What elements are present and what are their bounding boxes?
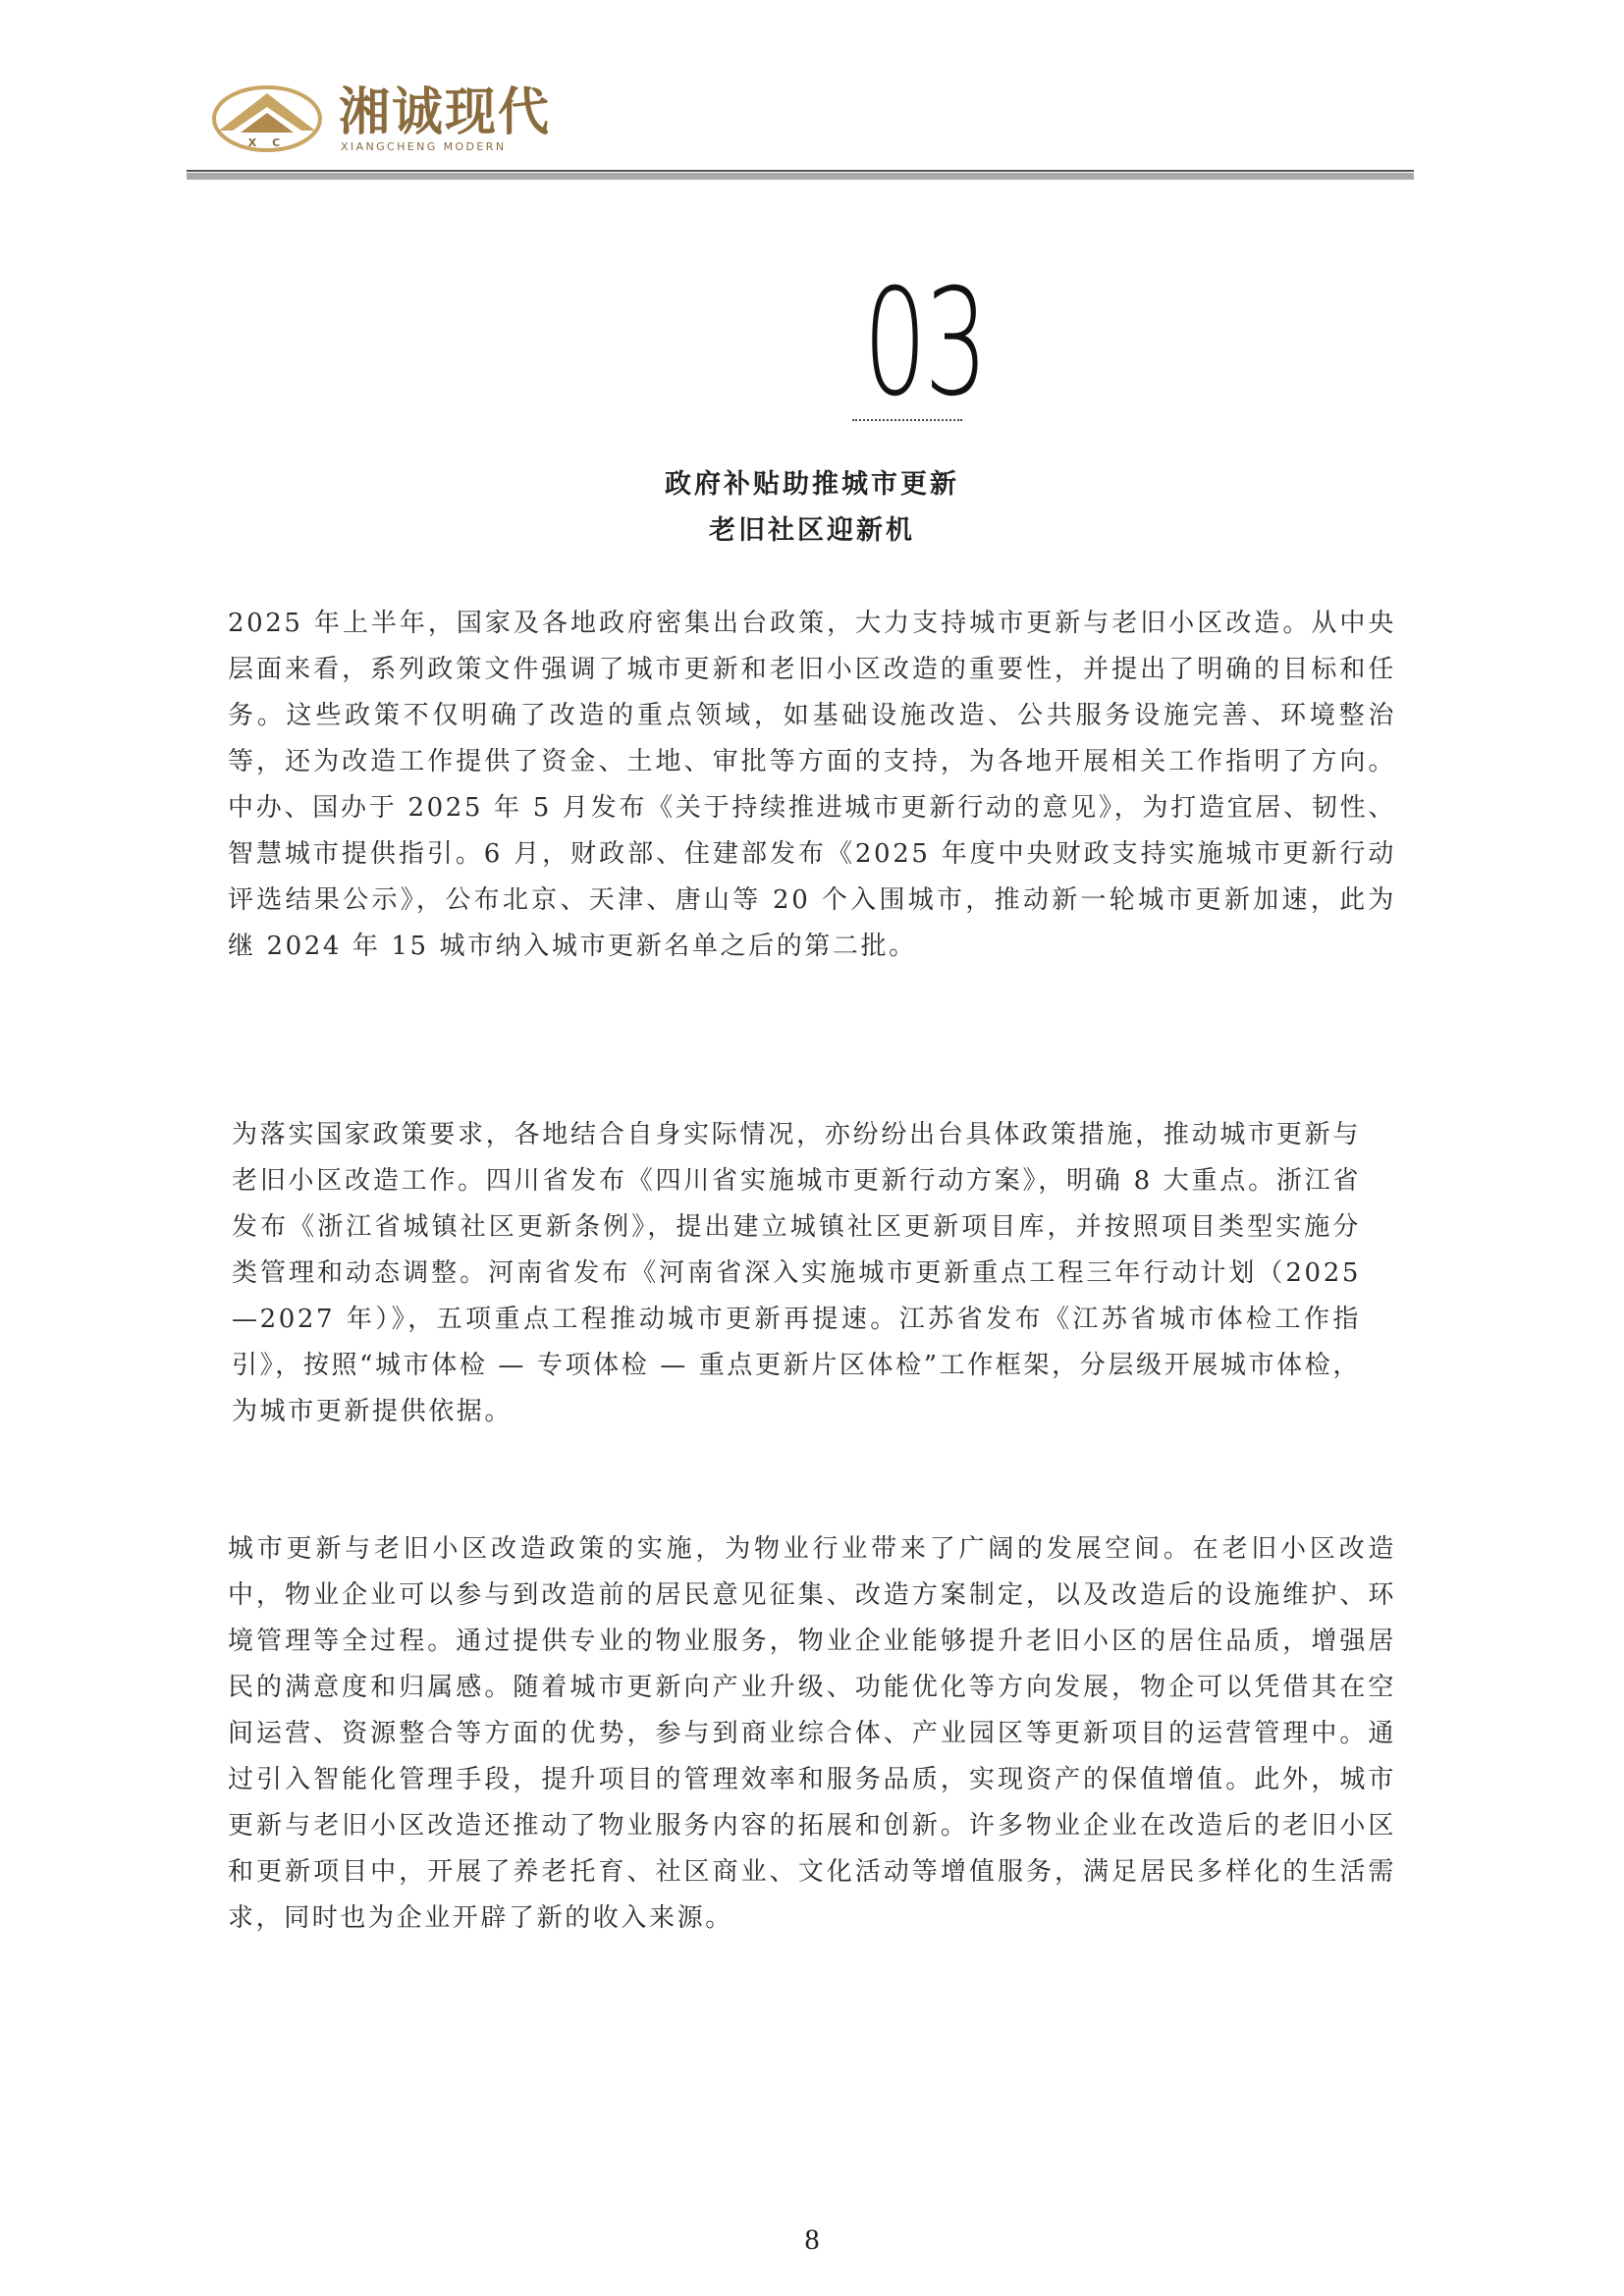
section-number: 03 xyxy=(863,258,986,429)
header-divider xyxy=(187,170,1414,172)
section-title-line-1: 政府补贴助推城市更新 xyxy=(665,469,959,500)
brand-header xyxy=(211,83,552,162)
header-divider-band xyxy=(187,173,1414,180)
section-number-underline xyxy=(852,419,962,421)
body-paragraph-3: 城市更新与老旧小区改造政策的实施，为物业行业带来了广阔的发展空间。在老旧小区改造中，物业企业可以参与到改造前的居民意见征集、改造方案制定，以及改造后的设施维护、环境管理等全过程。通过提供专业的物业服务，物业企业能够提升老旧小区的居住品质，增强居民的满意度和归属感。随着城市更新向产业升级、功能优化等方向发展，物企可以凭借其在空间运营、资源整合等方面的优势，参与到商业综合体、产业园区等更新项目的运营管理中。通过引入智能化管理手段，提升项目的管理效率和服务品质，实现资产的保值增值。此外，城市更新与老旧小区改造还推动了物业服务内容的拓展和创新。许多物业企业在改造后的老旧小区和更新项目中，开展了养老托育、社区商业、文化活动等增值服务，满足居民多样化的生活需求，同时也为企业开辟了新的收入来源。 xyxy=(228,1534,1396,1933)
body-paragraph-1: 2025 年上半年，国家及各地政府密集出台政策，大力支持城市更新与老旧小区改造。从中央层面来看，系列政策文件强调了城市更新和老旧小区改造的重要性，并提出了明确的目标和任务。这些政策不仅明确了改造的重点领域，如基础设施改造、公共服务设施完善、环境整治等，还为改造工作提供了资金、土地、审批等方面的支持，为各地开展相关工作指明了方向。中办、国办于 2025 年 5 月发布《关于持续推进城市更新行动的意见》，为打造宜居、韧性、智慧城市提供指引。6 月，财政部、住建部发布《2025 年度中央财政支持实施城市更新行动评选结果公示》，公布北京、天津、唐山等 20 个入围城市，推动新一轮城市更新加速，此为继 2024 年 15 城市纳入城市更新名单之后的第二批。 xyxy=(228,609,1396,961)
brand-subtitle: XIANGCHENG MODERN xyxy=(341,140,507,153)
section-title-line-2: 老旧社区迎新机 xyxy=(709,515,915,546)
logo-letters: X C xyxy=(247,136,287,149)
brand-name: 湘诚现代 xyxy=(339,83,552,142)
body-paragraph-2: 为落实国家政策要求，各地结合自身实际情况，亦纷纷出台具体政策措施，推动城市更新与老旧小区改造工作。四川省发布《四川省实施城市更新行动方案》，明确 8 大重点。浙江省发布《浙江省城镇社区更新条例》，提出建立城镇社区更新项目库，并按照项目类型实施分类管理和动态调整。河南省发布《河南省深入实施城市更新重点工程三年行动计划（2025—2027 年）》，五项重点工程推动城市更新再提速。江苏省发布《江苏省城市体检工作指引》，按照“城市体检 — 专项体检 — 重点更新片区体检”工作框架，分层级开展城市体检，为城市更新提供依据。 xyxy=(232,1120,1361,1426)
brand-logo-icon xyxy=(211,83,324,154)
page-number: 8 xyxy=(804,2223,820,2256)
